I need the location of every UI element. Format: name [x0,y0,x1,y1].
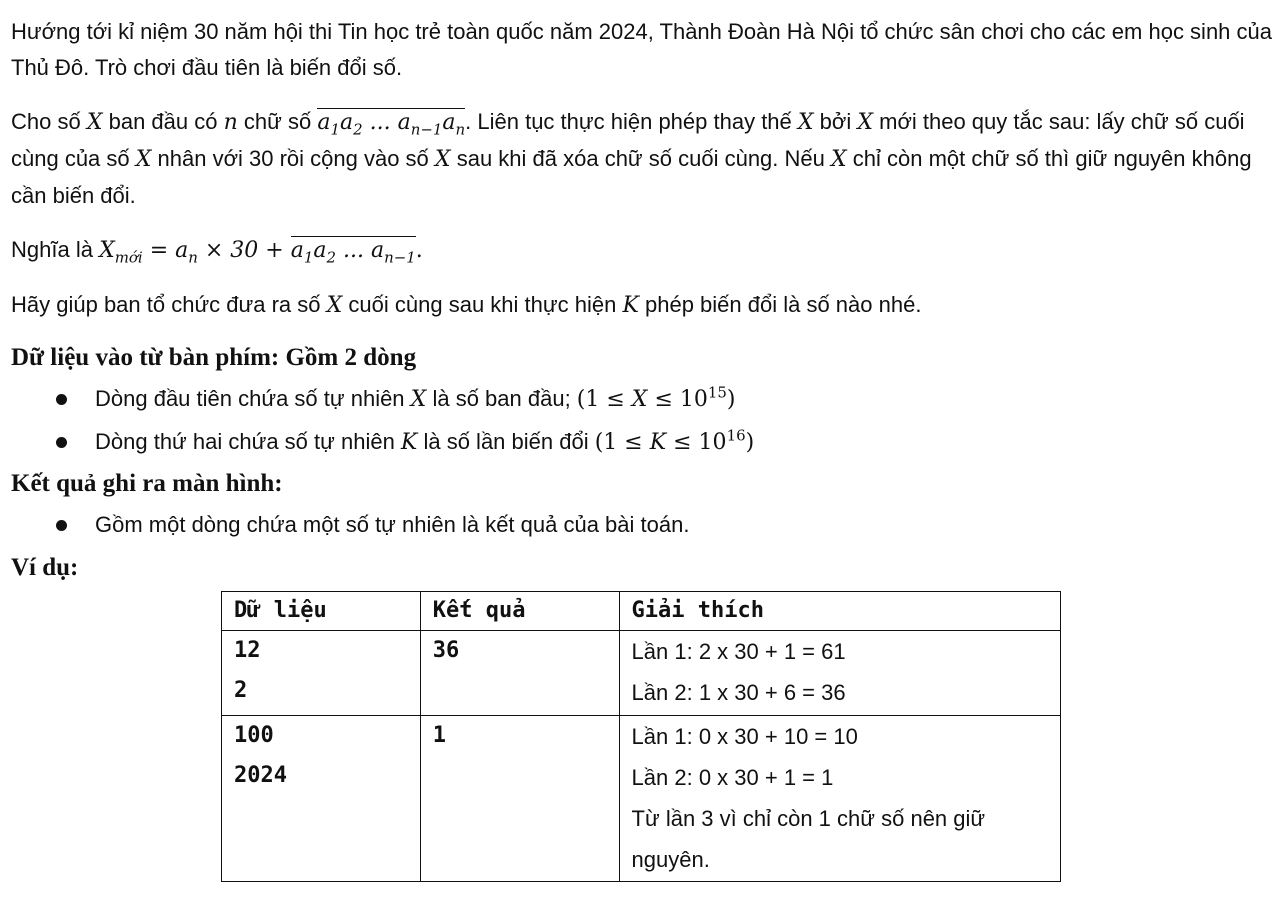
task-paragraph [11,287,1277,324]
header-explanation: Giải thích [619,592,1060,631]
table-row [222,716,1061,882]
x-constraint: $(1 \le X \le 10^{15})$ [576,383,736,412]
input-heading: Dữ liệu vào từ bàn phím: Gồm 2 dòng [11,344,417,371]
cell-input: 100 2024 [222,716,421,882]
digits-formula: $a_1a_2$ ... $a_{n-1}a_n$ [317,110,466,139]
output-bullet: Gồm một dòng chứa một số tự nhiên là kết quả của bài toán. [11,504,1277,546]
formula: $X_{mới} = a_n \times 30 + a_1a_2$ ... $a_{n-1}$ [99,238,416,267]
var-x: X [326,293,343,318]
task-text-b: cuối cùng sau khi thực hiện [342,292,623,317]
rule-paragraph [11,104,1277,214]
problem-statement [11,14,1277,588]
table-row [222,631,1061,716]
input-bullet-first: Dòng đầu tiên chứa số tự nhiên X là số ban đầu; $(1 \le X \le 10^{15})$ [11,378,1277,421]
formula-lead: Nghĩa là [11,237,100,262]
cell-output: 1 [420,716,619,882]
var-x: X [797,110,814,135]
var-x: X [857,110,874,135]
example-heading: Ví dụ: [11,554,79,581]
rule-text-g: nhân với 30 rồi cộng vào số [151,146,435,171]
input-list [11,378,1277,464]
header-input: Dữ liệu [222,592,421,631]
cell-explanation: Lần 1: 0 x 30 + 10 = 10 Lần 2: 0 x 30 + 1 = 1 Từ lần 3 vì chỉ còn 1 chữ số nên giữ nguyên. [619,716,1060,882]
rule-text-a: Cho số [11,109,87,134]
rule-text-e: bởi [813,109,858,134]
var-k: K [622,293,639,318]
var-x: X [434,147,451,172]
input-bullet-second: Dòng thứ hai chứa số tự nhiên K là số lần biến đổi $(1 \le K \le 10^{16})$ [11,421,1277,464]
header-output: Kết quả [420,592,619,631]
var-x: X [831,147,847,172]
cell-input: 12 2 [222,631,421,716]
cell-explanation: Lần 1: 2 x 30 + 1 = 61 Lần 2: 1 x 30 + 6 = 36 [619,631,1060,716]
table-header-row [222,592,1061,631]
output-heading: Kết quả ghi ra màn hình: [11,470,283,497]
task-text-a: Hãy giúp ban tổ chức đưa ra số [11,292,327,317]
var-x: X [86,110,103,135]
rule-text-i: chỉ còn một chữ số thì giữ nguyên không cần biến đổi. [11,146,1252,208]
rule-text-c: chữ số [237,109,318,134]
var-x: X [135,147,152,172]
intro-paragraph: Hướng tới kỉ niệm 30 năm hội thi Tin học trẻ toàn quốc năm 2024, Thành Đoàn Hà Nội tổ chức sân chơi cho các em học sinh của Thủ Đô. Trò chơi đầu tiên là biến đổi số. [11,19,1272,80]
task-text-c: phép biến đổi là số nào nhé. [638,292,922,317]
cell-output: 36 [420,631,619,716]
var-n: n [223,110,238,135]
output-list [11,504,1277,546]
k-constraint: $(1 \le K \le 10^{16})$ [594,426,755,455]
rule-text-b: ban đầu có [102,109,224,134]
rule-text-h: sau khi đã xóa chữ số cuối cùng. Nếu [450,146,831,171]
rule-text-d: . Liên tục thực hiện phép thay thế [465,109,798,134]
example-table [221,591,1061,882]
rule-text-f: mới theo quy tắc sau: lấy chữ số cuối cùng của số [11,109,1245,171]
formula-paragraph: Nghĩa là $X_{mới} = a_n \times 30 + a_1a_2$ ... $a_{n-1}$. [11,237,423,267]
